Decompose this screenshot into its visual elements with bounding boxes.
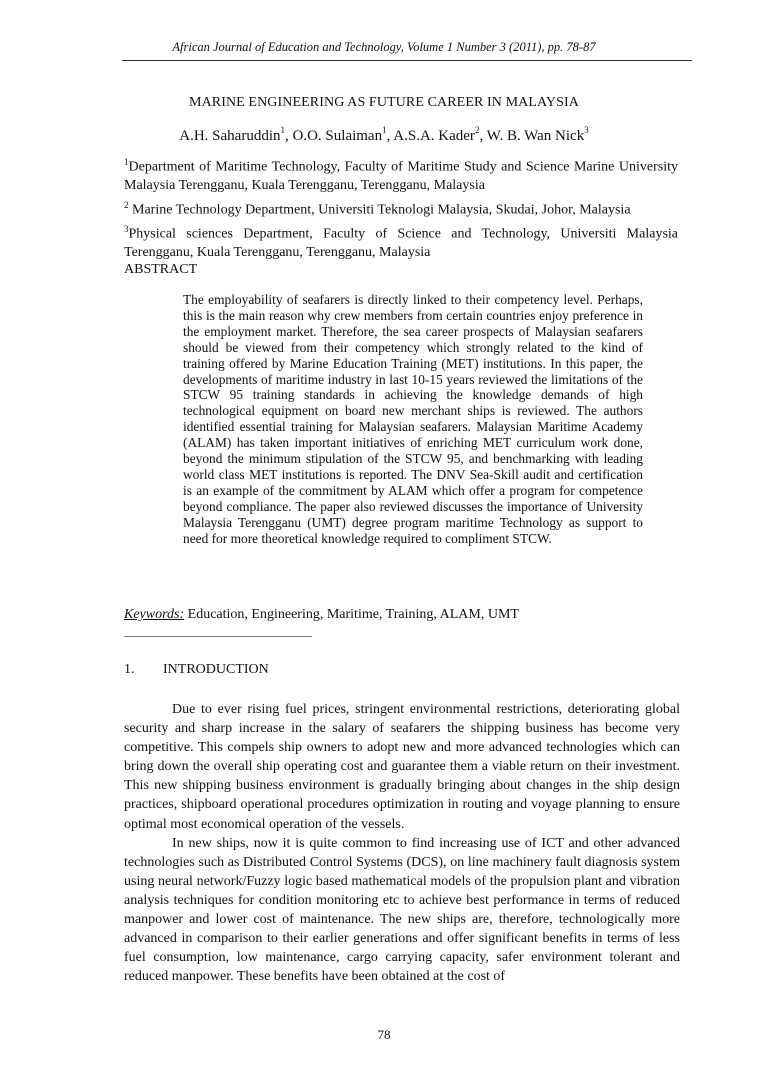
author: A.S.A. Kader$^2$, xyxy=(393,125,487,144)
affiliation-mark: 2 xyxy=(474,125,480,135)
affiliation-mark: 1 xyxy=(382,125,387,135)
author: W. B. Wan Nick$^3$ xyxy=(486,125,589,144)
keywords xyxy=(124,607,519,623)
paragraph: Due to ever rising fuel prices, stringent environmental restrictions, deteriorating global security and sharp increase in the salary of seafarers the shipping business has become very competitive. This compels ship owners to adopt new and more advanced technologies which can bring down the overall ship operating cost and guarantee them a viable return on their investment. This new shipping business environment is gradually bringing about changes in the ship design practices, shipboard operational procedures optimization in routing and voyage planning to ensure optimal most economical operation of the vessels. xyxy=(124,702,680,832)
keywords-rule xyxy=(124,636,312,637)
author: A.H. Saharuddin$^1$, xyxy=(179,125,293,144)
keywords-text: Education, Engineering, Maritime, Training, ALAM, UMT xyxy=(184,607,519,622)
journal-header: African Journal of Education and Technology, Volume 1 Number 3 (2011), pp. 78-87 xyxy=(172,40,596,54)
affiliation-mark: 1 xyxy=(280,125,286,135)
affiliation-2: $^2$ Marine Technology Department, Universiti Teknologi Malaysia, Skudai, Johor, Malaysia xyxy=(124,199,631,218)
author-list xyxy=(0,126,768,145)
affiliation-mark: 3 xyxy=(584,125,589,135)
keywords-label: Keywords: xyxy=(124,607,185,622)
header-rule xyxy=(122,60,692,61)
section-title: INTRODUCTION xyxy=(163,662,269,677)
section-heading xyxy=(124,662,269,678)
paper-title: MARINE ENGINEERING AS FUTURE CAREER IN MALAYSIA xyxy=(189,95,579,110)
section-number: 1. xyxy=(124,662,135,677)
affiliation-3: $^3$Physical sciences Department, Faculty of Science and Technology, Universiti Malaysia Terengganu, Kuala Terengganu, Terengganu, Malaysia xyxy=(124,223,678,260)
affiliation-1: $^1$Department of Maritime Technology, Faculty of Maritime Study and Science Marine University Malaysia Terengganu, Kuala Terengganu, Terengganu, Malaysia xyxy=(124,157,678,194)
author: O.O. Sulaiman$^1$, xyxy=(292,125,394,144)
paragraph: In new ships, now it is quite common to find increasing use of ICT and other advanced technologies such as Distributed Control Systems (DCS), on line machinery fault diagnosis system using neural network/Fuzzy logic based mathematical models of the propulsion plant and vibration analysis techniques for condition monitoring etc to achieve best performance in terms of reduced manpower and lower cost of maintenance. The new ships are, therefore, technologically more advanced in comparison to their earlier generations and offer significant benefits in terms of less fuel consumption, low maintenance, cargo carrying capacity, safer environment tolerant and reduced manpower. These benefits have been obtained at the cost of xyxy=(124,835,680,985)
introduction-body xyxy=(124,700,680,986)
abstract-heading: ABSTRACT xyxy=(124,262,198,277)
affiliations xyxy=(124,153,678,262)
page-number: 78 xyxy=(377,1027,391,1042)
abstract-body: The employability of seafarers is directly linked to their competency level. Perhaps, this is the main reason why crew members from certain countries enjoy preference in the employment market. Therefore, the sea career prospects of Malaysian seafarers should be viewed from their competency which strongly related to the kind of training offered by Marine Education Training (MET) institutions. In this paper, the developments of maritime industry in last 10-15 years reviewed the limitations of the STCW 95 training standards in achieving the knowledge demands of high technological equipment on board new merchant ships is reviewed. The authors identified essential training for Malaysian seafarers. Malaysian Maritime Academy (ALAM) has taken important initiatives of enriching MET curriculum work done, beyond the minimum stipulation of the STCW 95, and benchmarking with leading world class MET institutions is reported. The DNV Sea-Skill audit and certification is an example of the commitment by ALAM which offer a program for competence beyond compliance. The paper also reviewed discusses the importance of University Malaysia Terengganu (UMT) degree program maritime Technology as support to need for more theoretical knowledge required to compliment STCW. xyxy=(183,292,643,546)
